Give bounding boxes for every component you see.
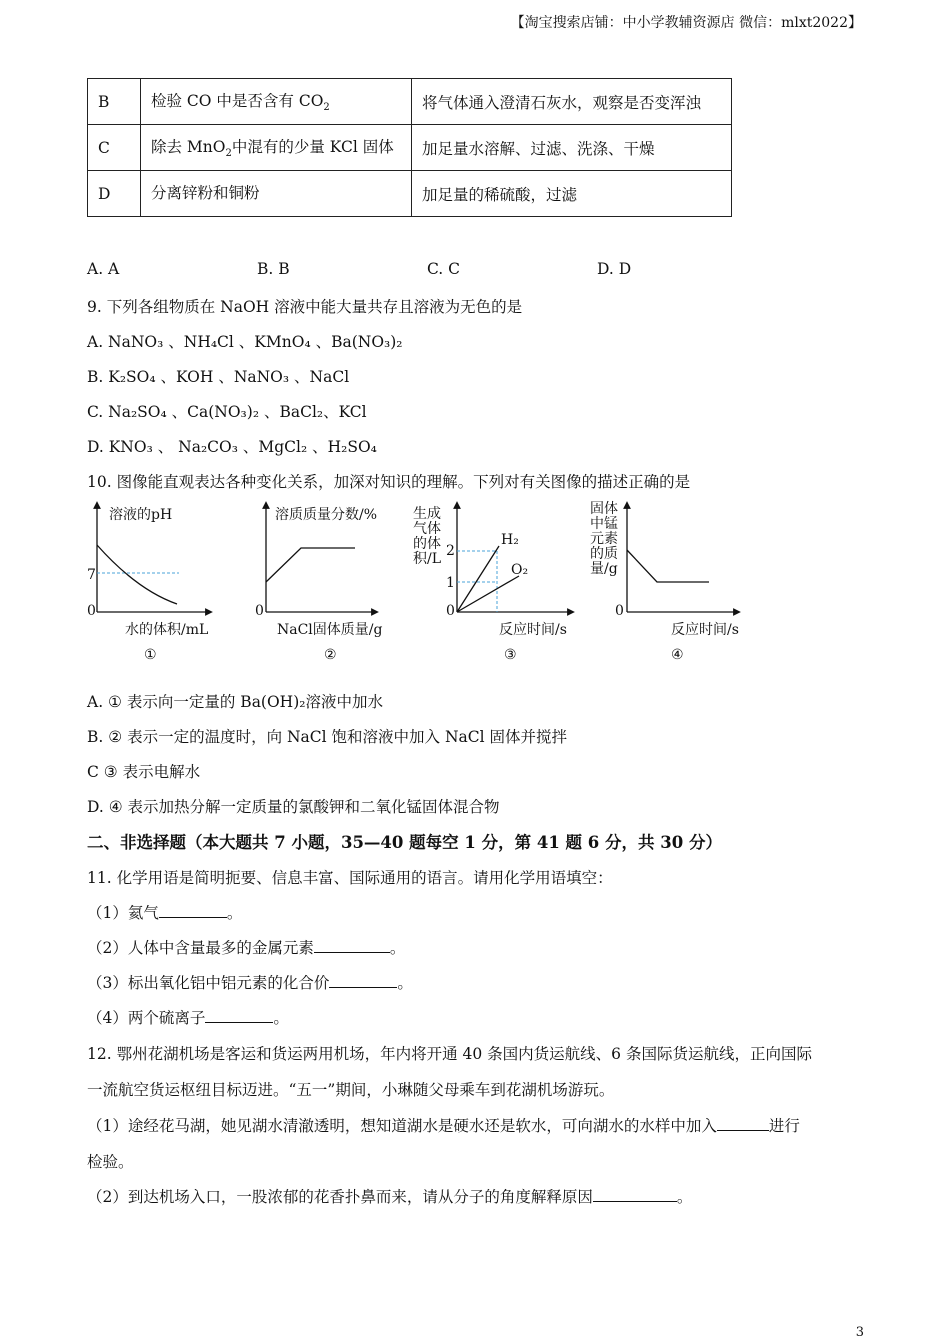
table-method: 加足量水溶解、过滤、洗涤、干燥	[412, 125, 732, 171]
g4-xlabel: 反应时间/s	[671, 622, 739, 638]
choice-b: B. B	[257, 260, 290, 278]
table-key: D	[88, 171, 141, 217]
g2-xlabel: NaCl固体质量/g	[277, 622, 383, 638]
q10-stem: 10. 图像能直观表达各种变化关系，加深对知识的理解。下列对有关图像的描述正确的是	[87, 473, 691, 491]
q11-part-2: （2）人体中含量最多的金属元素 。	[87, 936, 405, 958]
g4-ylabel-5: 量/g	[590, 561, 618, 577]
g4-ylabel-3: 元素	[590, 531, 618, 547]
table-key: B	[88, 79, 141, 125]
g3-origin: 0	[446, 603, 455, 619]
q12-part-2: （2）到达机场入口，一股浓郁的花香扑鼻而来，请从分子的角度解释原因 。	[87, 1185, 692, 1207]
q8-choices	[87, 260, 767, 278]
answer-blank[interactable]	[593, 1186, 677, 1203]
g1-number: ①	[144, 647, 157, 663]
q9-option-b: B. K₂SO₄ 、KOH 、NaNO₃ 、NaCl	[87, 368, 350, 386]
g2-ylabel: 溶质质量分数/%	[275, 507, 378, 523]
g3-ylabel-4: 积/L	[413, 551, 442, 567]
q12-part-1-cont: 检验。	[87, 1153, 134, 1171]
answer-blank[interactable]	[717, 1115, 769, 1132]
table-row	[88, 125, 732, 171]
q10-graphs	[87, 500, 767, 670]
g1-ylabel: 溶液的pH	[109, 507, 173, 523]
g1-curve	[97, 545, 177, 604]
answer-blank[interactable]	[205, 1007, 273, 1024]
g4-line	[627, 550, 709, 582]
page-number: 3	[855, 1325, 864, 1340]
g3-h2-line	[457, 546, 499, 612]
g3-ylabel-1: 生成	[413, 506, 441, 522]
g4-ylabel-2: 中锰	[590, 516, 618, 532]
q11-part-1: （1）氦气 。	[87, 901, 242, 923]
choice-a: A. A	[87, 260, 120, 278]
answer-blank[interactable]	[329, 972, 397, 989]
q10-option-d: D. ④ 表示加热分解一定质量的氯酸钾和二氧化锰固体混合物	[87, 798, 500, 816]
g1-xlabel: 水的体积/mL	[125, 622, 209, 638]
g3-number: ③	[504, 647, 517, 663]
q9-option-d: D. KNO₃ 、 Na₂CO₃ 、MgCl₂ 、H₂SO₄	[87, 438, 377, 456]
g3-xlabel: 反应时间/s	[499, 622, 567, 638]
q12-stem-2: 一流航空货运枢纽目标迈进。“五一”期间，小琳随父母乘车到花湖机场游玩。	[87, 1081, 615, 1099]
g4-ylabel-1: 固体	[590, 501, 618, 517]
g1-tick-7: 7	[87, 567, 96, 583]
graph-2	[255, 505, 383, 663]
table-item: 检验 CO 中是否含有 $CO_2$	[141, 79, 412, 125]
options-table	[87, 78, 732, 217]
q11-part-3: （3）标出氧化铝中铝元素的化合价 。	[87, 971, 413, 993]
g3-o2-line	[457, 576, 519, 612]
answer-blank[interactable]	[159, 902, 227, 919]
graph-3	[413, 505, 571, 663]
q12-part-1: （1）途经花马湖，她见湖水清澈透明，想知道湖水是硬水还是软水，可向湖水的水样中加入 进行	[87, 1114, 800, 1136]
q9-option-c: C. Na₂SO₄ 、Ca(NO₃)₂ 、BaCl₂、KCl	[87, 403, 367, 421]
q10-option-c: C ③ 表示电解水	[87, 763, 201, 781]
q10-option-a: A. ① 表示向一定量的 Ba(OH)₂溶液中加水	[87, 693, 383, 711]
table-key: C	[88, 125, 141, 171]
table-item: 分离锌粉和铜粉	[141, 171, 412, 217]
g2-origin: 0	[255, 603, 264, 619]
graph-1	[87, 505, 209, 663]
section-2-heading: 二、非选择题（本大题共 7 小题，35—40 题每空 1 分，第 41 题 6 分，共 30 分）	[87, 833, 722, 852]
g3-o2-label: O₂	[511, 562, 529, 578]
g4-number: ④	[671, 647, 684, 663]
table-method: 将气体通入澄清石灰水，观察是否变浑浊	[412, 79, 732, 125]
graph-4	[590, 500, 739, 663]
table-row	[88, 79, 732, 125]
choice-c: C. C	[427, 260, 461, 278]
q11-stem: 11. 化学用语是简明扼要、信息丰富、国际通用的语言。请用化学用语填空：	[87, 869, 613, 887]
g2-number: ②	[324, 647, 337, 663]
g3-tick-1: 1	[446, 575, 455, 591]
q12-stem-1: 12. 鄂州花湖机场是客运和货运两用机场，年内将开通 40 条国内货运航线、6 条国际货运航线，正向国际	[87, 1045, 812, 1063]
page-header: 【淘宝搜索店铺：中小学教辅资源店 微信：mlxt2022】	[510, 15, 862, 31]
table-item: 除去 MnO$_2$中混有的少量 KCl 固体	[141, 125, 412, 171]
g3-ylabel-2: 气体	[413, 521, 441, 537]
table-row	[88, 171, 732, 217]
g3-tick-2: 2	[446, 543, 455, 559]
g2-line	[266, 548, 355, 582]
g4-ylabel-4: 的质	[590, 546, 618, 562]
q10-option-b: B. ② 表示一定的温度时，向 NaCl 饱和溶液中加入 NaCl 固体并搅拌	[87, 728, 568, 746]
q9-stem: 9. 下列各组物质在 NaOH 溶液中能大量共存且溶液为无色的是	[87, 298, 523, 316]
q11-part-4: （4）两个硫离子 。	[87, 1006, 289, 1028]
table-method: 加足量的稀硫酸，过滤	[412, 171, 732, 217]
g4-origin: 0	[615, 603, 624, 619]
q9-option-a: A. NaNO₃ 、NH₄Cl 、KMnO₄ 、Ba(NO₃)₂	[87, 333, 403, 351]
g1-origin: 0	[87, 603, 96, 619]
answer-blank[interactable]	[314, 937, 390, 954]
choice-d: D. D	[597, 260, 632, 278]
g3-h2-label: H₂	[501, 532, 519, 548]
g3-ylabel-3: 的体	[413, 536, 441, 552]
